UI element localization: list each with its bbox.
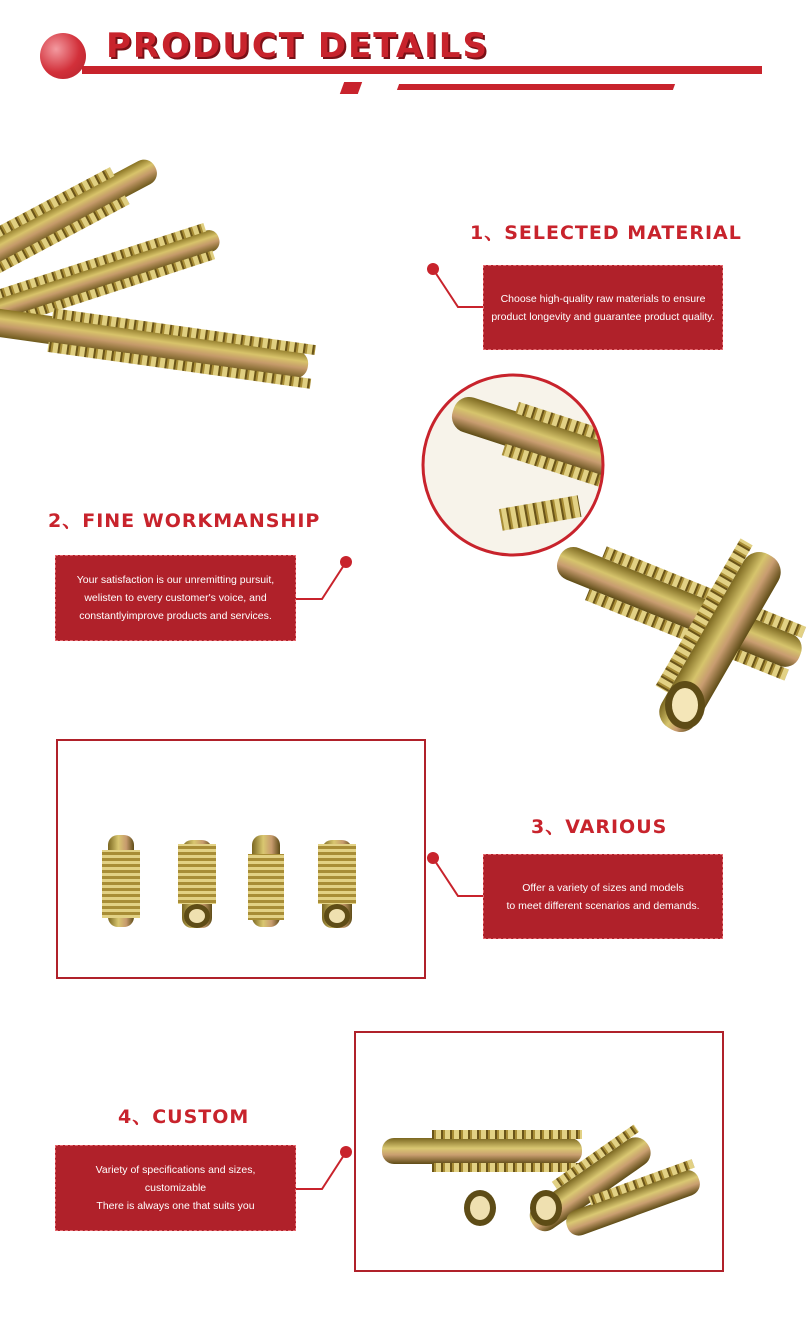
section-2-text-line-3: constantlyimprove products and services. [79, 610, 272, 622]
section-3-text-line-2: to meet different scenarios and demands. [506, 899, 700, 912]
page-title: PRODUCT DETAILS [106, 26, 489, 66]
section-4-text-line-2: customizable [144, 1182, 207, 1194]
section-4-text-line-1: Variety of specifications and sizes, [95, 1164, 256, 1176]
header-accent-bar-long [397, 84, 675, 90]
section-2-text-line-2: welisten to every customer's voice, and [84, 592, 267, 604]
section-2-description-box [55, 555, 296, 641]
section-4-text-line-3: There is always one that suits you [96, 1200, 255, 1212]
anchors-closeup-image-1 [0, 140, 330, 400]
section-2-text-line-1: Your satisfaction is our unremitting pursuit, [76, 574, 275, 586]
section-2-heading: 2、FINE WORKMANSHIP [48, 510, 321, 532]
section-3-heading: 3、VARIOUS [531, 816, 668, 838]
header-circle-ornament [40, 33, 86, 79]
section-1-description-box [483, 265, 723, 350]
section-1-text-line-1: Choose high-quality raw materials to ensure [500, 292, 706, 305]
anchors-image-2 [420, 372, 807, 737]
section-2-connector-line [295, 562, 350, 602]
section-1-text-line-2: product longevity and guarantee product quality. [491, 310, 715, 323]
section-4-description-box [55, 1145, 296, 1231]
section-1-heading: 1、SELECTED MATERIAL [470, 222, 742, 244]
section-3-description-box [483, 854, 723, 939]
anchors-image-3 [96, 830, 396, 935]
section-4-connector-line [295, 1152, 350, 1192]
section-4-heading: 4、CUSTOM [118, 1106, 250, 1128]
section-3-text-line-1: Offer a variety of sizes and models [522, 881, 684, 894]
header-accent-bar-short [340, 82, 362, 94]
anchors-image-4 [372, 1120, 702, 1240]
header-underline [82, 66, 762, 74]
